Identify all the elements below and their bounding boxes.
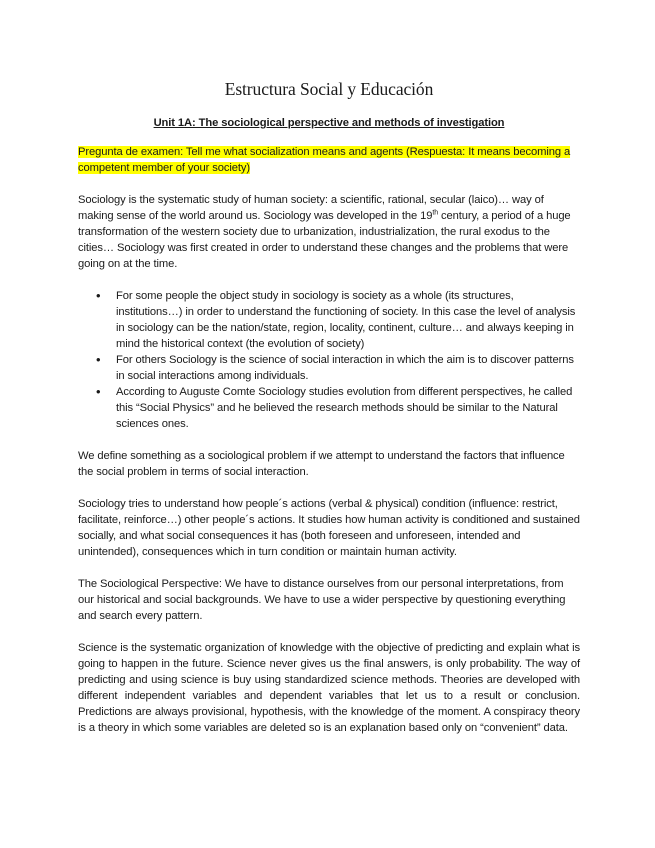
document-title: Estructura Social y Educación bbox=[224, 79, 434, 99]
paragraph-science: Science is the systematic organization of knowledge with the objective of predicting and explain what is going to happen in the future. Science never gives us the final answers, is only probability. The way of predicting and using science is buy using standardized science methods. Theories are developed with different independent variables and dependent variables that let us to a result or conclusion. Predictions are always provisional, hypothesis, with the knowledge of the moment. A conspiracy theory is a theory in which some variables are deleted so is an explanation based only on “convenient” data. bbox=[78, 642, 580, 734]
paragraph-people-actions: Sociology tries to understand how people´s actions (verbal & physical) condition (influence: restrict, facilitate, reinforce…) other people´s actions. It studies how human activity is conditioned and sustained socially, and what social consequences it has (both foreseen and unforeseen, intended and unintended), consequences which in turn condition or maintain human activity. bbox=[78, 498, 580, 558]
paragraph-text-end: century, a period of a huge transformation of the western society due to urbanization, industrialization, the rural exodus to the cities… Sociology was first created in order to understand these changes and the problems that were going on at the time. bbox=[78, 210, 571, 270]
document-body bbox=[78, 78, 580, 752]
paragraph-sociology-definition bbox=[78, 192, 580, 272]
paragraph-sociological-problem: We define something as a sociological problem if we attempt to understand the factors that influence the social problem in terms of social interaction. bbox=[78, 450, 565, 478]
unit-heading: Unit 1A: The sociological perspective and methods of investigation bbox=[153, 117, 505, 129]
exam-question bbox=[78, 144, 580, 176]
list-item: • For some people the object study in sociology is society as a whole (its structures, institutions…) in order to understand the functioning of society. In this case the level of analysis in sociology can be the nation/state, region, locality, continent, culture… and always keeping in mind the historical context (the evolution of society) bbox=[116, 288, 580, 352]
list-item: • For others Sociology is the science of social interaction in which the aim is to discover patterns in social interactions among individuals. bbox=[116, 352, 580, 384]
paragraph-sociological-perspective: The Sociological Perspective: We have to distance ourselves from our personal interpretations, from our historical and social backgrounds. We have to use a wider perspective by questioning everything and search every pattern. bbox=[78, 578, 566, 622]
paragraph-text-start: Sociology is the systematic study of human society: a scientific, rational, secular (laico)… way of making sense of the world around us. Sociology was developed in the 19 bbox=[78, 194, 544, 222]
bullet-list bbox=[78, 288, 580, 432]
list-item: • According to Auguste Comte Sociology studies evolution from different perspectives, he called this “Social Physics” and he believed the research methods should be similar to the Natural sciences ones. bbox=[116, 384, 580, 432]
exam-question-highlight: Pregunta de examen: Tell me what socialization means and agents (Respuesta: It means becoming a competent member of your society) bbox=[78, 146, 571, 174]
superscript-th: th bbox=[432, 209, 438, 217]
